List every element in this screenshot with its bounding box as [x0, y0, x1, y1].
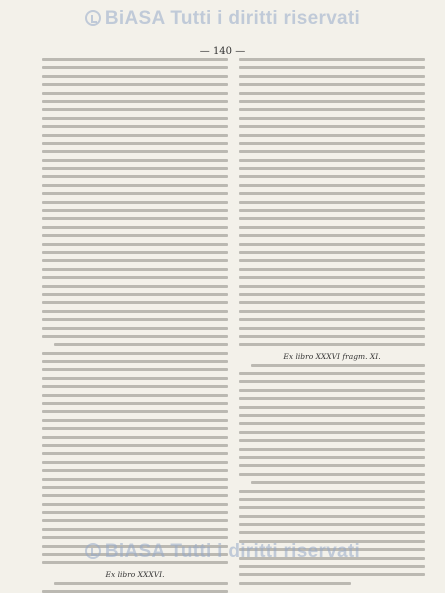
text-line — [42, 259, 228, 262]
text-line — [239, 515, 425, 518]
text-line — [239, 406, 425, 409]
text-line — [251, 364, 425, 367]
text-line — [42, 335, 228, 338]
watermark-logo-icon — [85, 543, 101, 559]
text-line — [42, 251, 228, 254]
text-line — [42, 226, 228, 229]
text-line — [239, 75, 425, 78]
text-line — [42, 75, 228, 78]
text-line — [42, 352, 228, 355]
text-line — [42, 125, 228, 128]
text-column-right — [239, 58, 425, 530]
text-line — [239, 310, 425, 313]
text-line — [42, 519, 228, 522]
text-line — [42, 486, 228, 489]
text-line — [42, 268, 228, 271]
text-line — [239, 251, 425, 254]
text-line — [42, 436, 228, 439]
text-line — [239, 276, 425, 279]
text-line — [42, 117, 228, 120]
text-line — [42, 150, 228, 153]
text-line — [42, 469, 228, 472]
text-line — [239, 159, 425, 162]
text-line — [239, 100, 425, 103]
text-line — [54, 343, 228, 346]
text-line — [42, 192, 228, 195]
text-line — [42, 66, 228, 69]
text-column-left — [42, 58, 228, 579]
text-line — [42, 234, 228, 237]
watermark-text: BiASA Tutti i diritti riservati — [104, 541, 361, 562]
text-line — [42, 419, 228, 422]
page-number: — 140 — — [199, 46, 246, 57]
text-line — [42, 58, 228, 61]
text-line — [239, 456, 425, 459]
text-line — [239, 380, 425, 383]
text-line — [42, 293, 228, 296]
text-line — [42, 167, 228, 170]
text-line — [239, 372, 425, 375]
text-line — [239, 83, 425, 86]
text-line — [239, 582, 351, 585]
text-line — [239, 108, 425, 111]
text-line — [239, 448, 425, 451]
text-line — [239, 217, 425, 220]
text-line — [42, 92, 228, 95]
text-line — [239, 573, 425, 576]
text-line — [42, 360, 228, 363]
text-line — [239, 259, 425, 262]
text-line — [42, 83, 228, 86]
text-line — [239, 92, 425, 95]
text-line — [239, 184, 425, 187]
text-line — [239, 58, 425, 61]
text-line — [42, 494, 228, 497]
text-line — [239, 422, 425, 425]
text-line — [239, 343, 425, 346]
text-line — [239, 523, 425, 526]
text-line — [239, 473, 425, 476]
text-line — [239, 498, 425, 501]
text-line — [239, 389, 425, 392]
text-line — [239, 293, 425, 296]
text-line — [239, 268, 425, 271]
watermark-top — [0, 8, 445, 30]
text-line — [239, 431, 425, 434]
text-line — [239, 318, 425, 321]
text-line — [239, 506, 425, 509]
watermark-bottom — [0, 541, 445, 563]
text-line — [239, 301, 425, 304]
text-line — [239, 335, 425, 338]
text-line — [42, 410, 228, 413]
text-line — [42, 327, 228, 330]
text-line — [42, 511, 228, 514]
watermark-logo-icon — [85, 10, 101, 26]
text-line — [239, 414, 425, 417]
text-line — [239, 243, 425, 246]
text-line — [42, 100, 228, 103]
text-line — [239, 167, 425, 170]
text-line — [239, 209, 425, 212]
text-line — [42, 503, 228, 506]
text-line — [42, 201, 228, 204]
text-line — [239, 439, 425, 442]
text-line — [239, 134, 425, 137]
text-line — [42, 444, 228, 447]
text-line — [239, 175, 425, 178]
text-line — [239, 226, 425, 229]
text-line — [42, 394, 228, 397]
text-line — [251, 481, 425, 484]
text-line — [239, 531, 425, 534]
text-line — [239, 565, 425, 568]
section-heading: Ex libro XXXVI. — [105, 569, 165, 579]
text-line — [42, 142, 228, 145]
text-line — [42, 461, 228, 464]
text-line — [42, 301, 228, 304]
text-line — [42, 528, 228, 531]
text-line — [239, 117, 425, 120]
text-line — [42, 318, 228, 321]
text-line — [42, 377, 228, 380]
text-line — [239, 192, 425, 195]
text-line — [42, 243, 228, 246]
text-line — [42, 184, 228, 187]
section-heading: Ex libro XXXVI fragm. XI. — [283, 351, 381, 361]
text-line — [42, 452, 228, 455]
text-line — [42, 175, 228, 178]
text-line — [54, 582, 228, 585]
text-line — [42, 385, 228, 388]
watermark-text: BiASA Tutti i diritti riservati — [104, 8, 361, 29]
text-line — [42, 134, 228, 137]
text-line — [42, 159, 228, 162]
text-line — [239, 234, 425, 237]
text-line — [239, 142, 425, 145]
text-line — [42, 536, 228, 539]
text-line — [239, 397, 425, 400]
text-line — [42, 276, 228, 279]
text-line — [42, 368, 228, 371]
text-line — [239, 490, 425, 493]
text-line — [239, 150, 425, 153]
text-line — [42, 310, 228, 313]
text-line — [239, 327, 425, 330]
text-line — [42, 402, 228, 405]
text-line — [42, 427, 228, 430]
text-line — [239, 201, 425, 204]
text-line — [239, 66, 425, 69]
text-line — [42, 209, 228, 212]
text-line — [239, 125, 425, 128]
text-line — [42, 217, 228, 220]
text-line — [239, 285, 425, 288]
text-line — [42, 285, 228, 288]
text-line — [42, 478, 228, 481]
text-line — [42, 108, 228, 111]
text-line — [239, 464, 425, 467]
